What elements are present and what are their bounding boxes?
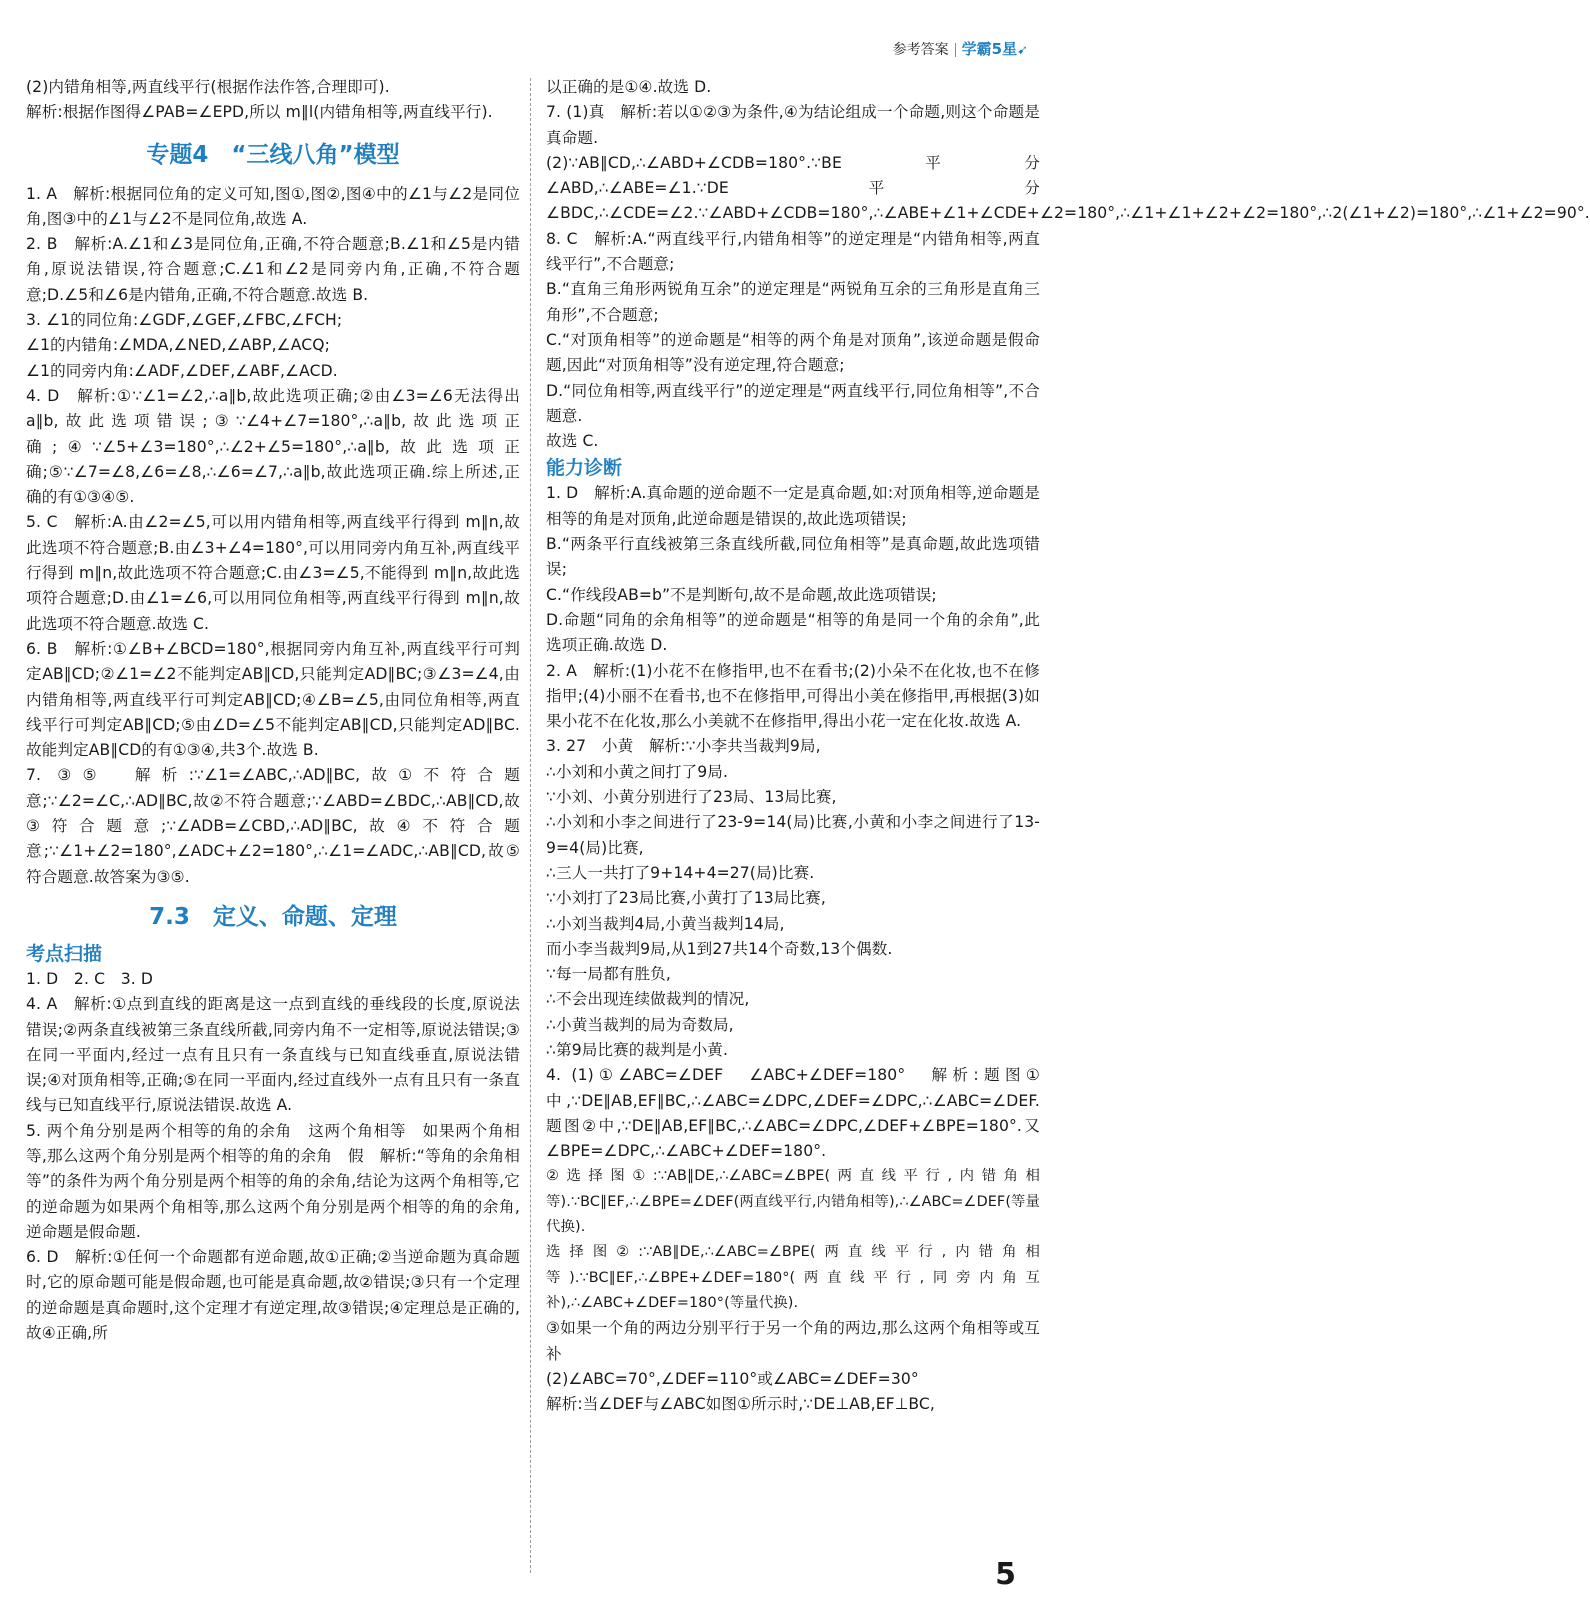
section-title: 专题4 “三线八角”模型 [146, 141, 400, 168]
answer-text: 5. C 解析:A.由∠2=∠5,可以用内错角相等,两直线平行得到 m∥n,故此选项不符合题意;B.由∠3+∠4=180°,可以用同旁内角互补,两直线平行得到 m∥n,故此选项不符合题意;C.由∠3=∠5,不能得到 m∥n,故此选项符合题意;D.由∠1=∠6,可以用同位角相等,两直线平行得到 m∥n,故此选项不符合题意.故选 C. [26, 513, 520, 633]
answer-text: 1. D 2. C 3. D [26, 969, 153, 988]
sub-heading: 能力诊断 [546, 457, 623, 480]
header-separator [955, 43, 956, 57]
answer-text: 以正确的是①④.故选 D. [546, 78, 712, 96]
column-divider [530, 78, 531, 1573]
sub-heading: 考点扫描 [26, 942, 103, 965]
answer-text: 6. D 解析:①任何一个命题都有逆命题,故①正确;②当逆命题为真命题时,它的原命题可能是假命题,也可能是真命题,故②错误;③只有一个定理的逆命题是真命题时,这个定理才有逆定理,故③错误;④定理总是正确的,故④正确,所 [26, 1248, 520, 1343]
answer-text: 5. 两个角分别是两个相等的角的余角 这两个角相等 如果两个角相等,那么这两个角分别是两个相等的角的余角 假 解析:“等角的余角相等”的条件为两个角分别是两个相等的角的余角,结论为这两个角相等,它的逆命题为如果两个角相等,那么这两个角分别是两个相等的角的余角,逆命题是假命题. [26, 1121, 520, 1241]
header-label: 参考答案 [892, 42, 949, 58]
left-column [26, 75, 520, 1346]
answer-text: 1. A 解析:根据同位角的定义可知,图①,图②,图④中的∠1与∠2是同位角,图③中的∠1与∠2不是同位角,故选 A. [26, 184, 520, 228]
answer-text: 3. 27 小黄 解析:∵小李共当裁判9局, ∴小刘和小黄之间打了9局. ∵小刘、小黄分别进行了23局、13局比赛, ∴小刘和小李之间进行了23-9=14(局)比赛,小黄和小李之间进行了13-9=4(局)比赛, ∴三人一共打了9+14+4=27(局)比赛. ∵小刘打了23局比赛,小黄打了13局比赛, ∴小刘当裁判4局,小黄当裁判14局, 而小李当裁判9局,从1到27共14个奇数,13个偶数. ∵每一局都有胜负, ∴不会出现连续做裁判的情况, ∴小黄当裁判的局为奇数局, ∴第9局比赛的裁判是小黄. [546, 737, 1040, 1059]
page-header [893, 38, 1028, 59]
answer-text: 2. B 解析:A.∠1和∠3是同位角,正确,不符合题意;B.∠1和∠5是内错角,原说法错误,符合题意;C.∠1和∠2是同旁内角,正确,不符合题意;D.∠5和∠6是内错角,正确,不符合题意.故选 B. [26, 235, 520, 304]
answer-text: ②选择图①:∵AB∥DE,∴∠ABC=∠BPE(两直线平行,内错角相等).∵BC∥EF,∴∠BPE=∠DEF(两直线平行,内错角相等),∴∠ABC=∠DEF(等量代换). 选择图②:∵AB∥DE,∴∠ABC=∠BPE(两直线平行,内错角相等).∵BC∥EF,∴∠BPE+∠DEF=180°(两直线平行,同旁内角互补),∴∠ABC+∠DEF=180°(等量代换). [546, 1168, 1041, 1311]
answer-text: 2. A 解析:(1)小花不在修指甲,也不在看书;(2)小朵不在化妆,也不在修指甲;(4)小丽不在看书,也不在修指甲,可得出小美在修指甲,再根据(3)如果小花不在化妆,那么小美就不在修指甲,得出小花一定在化妆.故选 A. [546, 661, 1040, 731]
answer-text: 8. C 解析:A.“两直线平行,内错角相等”的逆定理是“内错角相等,两直线平行”,不合题意; B.“直角三角形两锐角互余”的逆定理是“两锐角互余的三角形是直角三角形”,不合题意; C.“对顶角相等”的逆命题是“相等的两个角是对顶角”,该逆命题是假命题,因此“对顶角相等”没有逆定理,符合题意; D.“同位角相等,两直线平行”的逆定理是“两直线平行,同位角相等”,不合题意. 故选 C. [546, 229, 1040, 451]
answer-text: 3. ∠1的同位角:∠GDF,∠GEF,∠FBC,∠FCH; ∠1的内错角:∠MDA,∠NED,∠ABP,∠ACQ; ∠1的同旁内角:∠ADF,∠DEF,∠ABF,∠ACD. [26, 311, 343, 380]
answer-text: 4. D 解析:①∵∠1=∠2,∴a∥b,故此选项正确;②由∠3=∠6无法得出a∥b,故此选项错误;③∵∠4+∠7=180°,∴a∥b,故此选项正确;④∵∠5+∠3=180°,∴∠2+∠5=180°,∴a∥b,故此选项正确;⑤∵∠7=∠8,∠6=∠8,∴∠6=∠7,∴a∥b,故此选项正确.综上所述,正确的有①③④⑤. [26, 386, 520, 507]
answer-text: 7. (1)真 解析:若以①②③为条件,④为结论组成一个命题,则这个命题是真命题. (2)∵AB∥CD,∴∠ABD+∠CDB=180°.∵BE平分∠ABD,∴∠ABE=∠1.∵DE平分∠BDC,∴∠CDE=∠2.∵∠ABD+∠CDB=180°,∴∠ABE+∠1+∠CDE+∠2=180°,∴∠1+∠1+∠2+∠2=180°,∴2(∠1+∠2)=180°,∴∠1+∠2=90°. [546, 103, 1590, 223]
page-number: 5 [995, 1557, 1016, 1592]
answer-text: (2)内错角相等,两直线平行(根据作法作答,合理即可). 解析:根据作图得∠PAB=∠EPD,所以 m∥l(内错角相等,两直线平行). [26, 78, 493, 122]
answer-text: 6. B 解析:①∠B+∠BCD=180°,根据同旁内角互补,两直线平行可判定AB∥CD;②∠1=∠2不能判定AB∥CD,只能判定AD∥BC;③∠3=∠4,由内错角相等,两直线平行可判定AB∥CD;④∠B=∠5,由同位角相等,两直线平行可判定AB∥CD;⑤由∠D=∠5不能判定AB∥CD,只能判定AD∥BC.故能判定AB∥CD的有①③④,共3个.故选 B. [26, 639, 520, 760]
answer-text: 4. (1)①∠ABC=∠DEF ∠ABC+∠DEF=180° 解析:题图①中,∵DE∥AB,EF∥BC,∴∠ABC=∠DPC,∠DEF=∠DPC,∴∠ABC=∠DEF.题图②中,∵DE∥AB,EF∥BC,∴∠ABC=∠DPC,∠DEF+∠BPE=180°.又∠BPE=∠DPC,∴∠ABC+∠DEF=180°. [546, 1066, 1040, 1161]
answer-text: 7. ③⑤ 解析:∵∠1=∠ABC,∴AD∥BC,故①不符合题意;∵∠2=∠C,∴AD∥BC,故②不符合题意;∵∠ABD=∠BDC,∴AB∥CD,故③符合题意;∵∠ADB=∠CBD,∴AD∥BC,故④不符合题意;∵∠1+∠2=180°,∠ADC+∠2=180°,∴∠1=∠ADC,∴AB∥CD,故⑤符合题意.故答案为③⑤. [26, 766, 520, 886]
brand-logo: 学霸5星 [961, 40, 1018, 58]
answer-text: 1. D 解析:A.真命题的逆命题不一定是真命题,如:对顶角相等,逆命题是相等的角是对顶角,此逆命题是错误的,故此选项错误; B.“两条平行直线被第三条直线所截,同位角相等”是真命题,故此选项错误; C.“作线段AB=b”不是判断句,故不是命题,故此选项错误; D.命题“同角的余角相等”的逆命题是“相等的角是同一个角的余角”,此选项正确.故选 D. [546, 484, 1040, 655]
answer-text: ③如果一个角的两边分别平行于另一个角的两边,那么这两个角相等或互补 (2)∠ABC=70°,∠DEF=110°或∠ABC=∠DEF=30° 解析:当∠DEF与∠ABC如图①所示时,∵DE⊥AB,EF⊥BC, [546, 1319, 1040, 1414]
right-column [546, 75, 1590, 1417]
answer-text: 4. A 解析:①点到直线的距离是这一点到直线的垂线段的长度,原说法错误;②两条直线被第三条直线所截,同旁内角不一定相等,原说法错误;③在同一平面内,经过一点有且只有一条直线与已知直线垂直,原说法错误;④对顶角相等,正确;⑤在同一平面内,经过直线外一点有且只有一条直线与已知直线平行,原说法错误.故选 A. [26, 995, 520, 1115]
section-title: 7.3 定义、命题、定理 [149, 903, 397, 930]
bird-icon: ➹ [1017, 43, 1028, 58]
